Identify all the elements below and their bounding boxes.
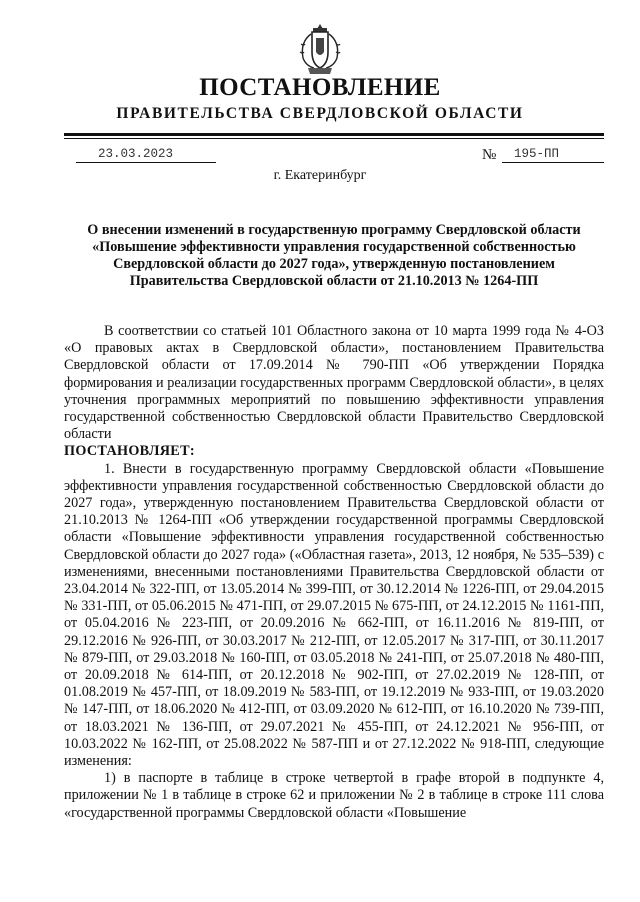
document-body xyxy=(64,323,604,822)
document-title: ПОСТАНОВЛЕНИЕ xyxy=(199,74,441,101)
coat-of-arms-icon xyxy=(296,22,344,76)
document-heading xyxy=(64,222,604,290)
item-1-1-paragraph: 1) в паспорте в таблице в строке четвертой в графе второй в подпункте 4, приложении № 1 в таблице в строке 62 и приложении № 2 в таблице в строке 111 слова «государственной программы Свердловской области «Повышение xyxy=(64,770,604,821)
number-sign: № xyxy=(482,147,497,163)
preamble-paragraph: В соответствии со статьей 101 Областного закона от 10 марта 1999 года № 4-ОЗ «О правовых актах в Свердловской области», постановлением Правительства Свердловской области от 17.09.2014 № 790-ПП «Об утверждении Порядка формирования и реализации государственных программ Свердловской области», в целях уточнения программных мероприятий по повышению эффективности управления государственной собственностью Свердловской области Правительство Свердловской области xyxy=(64,323,604,443)
document-subtitle: ПРАВИТЕЛЬСТВА СВЕРДЛОВСКОЙ ОБЛАСТИ xyxy=(116,105,524,122)
decree-word: ПОСТАНОВЛЯЕТ: xyxy=(64,443,195,460)
date-field: 23.03.2023 xyxy=(76,147,216,163)
heading-line: Свердловской области до 2027 года», утвержденную постановлением xyxy=(113,256,555,272)
header-divider-thick xyxy=(64,133,604,136)
heading-line: Правительства Свердловской области от 21.10.2013 № 1264-ПП xyxy=(129,273,539,289)
city-label: г. Екатеринбург xyxy=(273,168,367,183)
heading-line: «Повышение эффективности управления государственной собственностью xyxy=(92,239,576,255)
heading-line: О внесении изменений в государственную программу Свердловской области xyxy=(87,222,581,238)
item-1-paragraph: 1. Внести в государственную программу Свердловской области «Повышение эффективности управления государственной собственностью Свердловской области до 2027 года», утвержденную постановлением Правительства Свердловской области от 21.10.2013 № 1264-ПП «Об утверждении государственной программы Свердловской области «Повышение эффективности управления государственной собственностью Свердловской области до 2027 года» («Областная газета», 2013, 12 ноября, № 535–539) с изменениями, внесенными постановлениями Правительства Свердловской области от 23.04.2014 № 322-ПП, от 13.05.2014 № 399-ПП, от 30.12.2014 № 1226-ПП, от 29.04.2015 № 331-ПП, от 05.06.2015 № 471-ПП, от 29.07.2015 № 675-ПП, от 24.12.2015 № 1161-ПП, от 05.04.2016 № 223-ПП, от 20.09.2016 № 662-ПП, от 16.11.2016 № 819-ПП, от 29.12.2016 № 926-ПП, от 30.03.2017 № 212-ПП, от 12.05.2017 № 317-ПП, от 30.11.2017 № 879-ПП, от 29.03.2018 № 160-ПП, от 03.05.2018 № 241-ПП, от 25.07.2018 № 480-ПП, от 20.09.2018 № 614-ПП, от 20.12.2018 № 902-ПП, от 27.02.2019 № 128-ПП, от 01.08.2019 № 457-ПП, от 18.09.2019 № 583-ПП, от 19.12.2019 № 933-ПП, от 19.03.2020 № 147-ПП, от 18.06.2020 № 412-ПП, от 03.09.2020 № 612-ПП, от 16.10.2020 № 739-ПП, от 18.03.2021 № 136-ПП, от 29.07.2021 № 455-ПП, от 24.12.2021 № 956-ПП, от 10.03.2022 № 162-ПП, от 25.08.2022 № 587-ПП и от 27.12.2022 № 918-ПП, следующие изменения: xyxy=(64,460,604,770)
number-field: 195-ПП xyxy=(502,147,604,163)
header-divider-thin xyxy=(64,138,604,139)
